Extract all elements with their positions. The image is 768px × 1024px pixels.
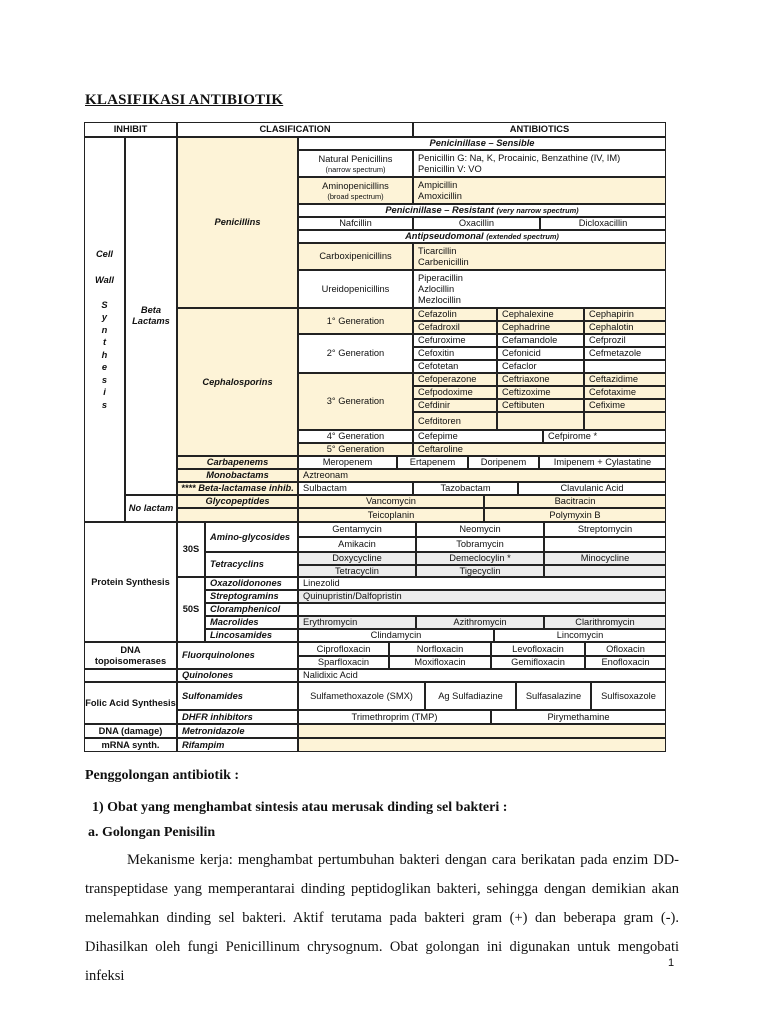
drug-teicoplanin: Teicoplanin	[298, 508, 484, 522]
drug-cefditoren: Cefditoren	[413, 412, 497, 430]
aminopenicillins-drugs	[413, 177, 666, 204]
cell-wall-word-2: Wall	[95, 275, 114, 286]
drug-quinupristin-dalfopristin: Quinupristin/Dalfopristin	[298, 590, 666, 603]
header-antibiotics: ANTIBIOTICS	[413, 122, 666, 137]
quinolones-inhibit-blank	[84, 669, 177, 682]
natural-penicillins-drugs	[413, 150, 666, 177]
drug-cefuroxime: Cefuroxime	[413, 334, 497, 347]
natural-penicillins-cell	[298, 150, 413, 177]
drug-name: Amoxicillin	[418, 190, 462, 201]
drug-nalidixic-acid: Nalidixic Acid	[298, 669, 666, 682]
drug-cefaclor: Cefaclor	[497, 360, 584, 373]
drug-sulfasalazine: Sulfasalazine	[516, 682, 591, 710]
class-rifampim: Rifampim	[177, 738, 298, 752]
drug-tetracyclin: Tetracyclin	[298, 565, 416, 577]
drug-cephadrine: Cephadrine	[497, 321, 584, 334]
empty-cell	[544, 537, 666, 552]
beta-lactams-label: Beta Lactams	[125, 137, 177, 495]
mechanism-paragraph: Mekanisme kerja: menghambat pertumbuhan bakteri dengan cara berikatan pada enzim DD-transpeptidase yang memperantarai dinding peptidoglikan bakteri, sehingga dengan demikian akan melemahkan dinding sel bakteri. Aktif terutama pada bakteri gram (+) dan beberapa gram (-). Dihasilkan oleh fungi Penicillinum chrysognum. Obat golongan ini digunakan untuk mengobati infeksi	[85, 852, 679, 984]
drug-demeclocylin: Demeclocylin *	[416, 552, 544, 565]
drug-cefprozil: Cefprozil	[584, 334, 666, 347]
drug-clavulanic-acid: Clavulanic Acid	[518, 482, 666, 495]
synthesis-letter: h	[101, 349, 108, 360]
drug-ceftibuten: Ceftibuten	[497, 399, 584, 412]
drug-sparfloxacin: Sparfloxacin	[298, 656, 389, 669]
drug-cefixime: Cefixime	[584, 399, 666, 412]
drug-neomycin: Neomycin	[416, 522, 544, 537]
drug-tigecyclin: Tigecyclin	[416, 565, 544, 577]
penicillinase-resistant-header	[298, 204, 666, 217]
class-glycopeptides: Glycopeptides	[177, 495, 298, 508]
drug-cefpirome: Cefpirome *	[543, 430, 666, 443]
carboxipenicillins-drugs	[413, 243, 666, 270]
drug-name: Mezlocillin	[418, 294, 461, 305]
class-oxazolidinones: Oxazolidonones	[205, 577, 298, 590]
drug-doxycycline: Doxycycline	[298, 552, 416, 565]
resistant-title: Penicinillase – Resistant	[385, 205, 494, 215]
natural-penicillins-label: Natural Penicillins	[318, 153, 393, 164]
cell-wall-word-1: Cell	[95, 248, 114, 259]
ceph-gen-1: 1° Generation	[298, 308, 413, 334]
empty-cell	[584, 412, 666, 430]
drug-cephalexine: Cephalexine	[497, 308, 584, 321]
drug-tobramycin: Tobramycin	[416, 537, 544, 552]
empty-cell	[544, 565, 666, 577]
drug-ceftriaxone: Ceftriaxone	[497, 373, 584, 386]
antibiotic-classification-table	[84, 122, 666, 753]
drug-cephapirin: Cephapirin	[584, 308, 666, 321]
drug-aztreonam: Aztreonam	[298, 469, 666, 482]
synthesis-letter: n	[101, 324, 108, 335]
drug-cefdinir: Cefdinir	[413, 399, 497, 412]
class-dhfr-inhibitors: DHFR inhibitors	[177, 710, 298, 724]
drug-nafcillin: Nafcillin	[298, 217, 413, 230]
drug-dicloxacillin: Dicloxacillin	[540, 217, 666, 230]
header-classification: CLASIFICATION	[177, 122, 413, 137]
drug-cefotaxime: Cefotaxime	[584, 386, 666, 399]
drug-levofloxacin: Levofloxacin	[491, 642, 585, 656]
drug-ciprofloxacin: Ciprofloxacin	[298, 642, 389, 656]
aminopenicillins-label: Aminopenicillins	[322, 180, 389, 191]
drug-pyrimethamine: Pirymethamine	[491, 710, 666, 724]
synthesis-letter: S	[101, 299, 108, 310]
mrna-synthesis-label: mRNA synth.	[84, 738, 177, 752]
drug-vancomycin: Vancomycin	[298, 495, 484, 508]
drug-cefotetan: Cefotetan	[413, 360, 497, 373]
no-lactam-label: No lactam	[125, 495, 177, 522]
aminopenicillins-note: (broad spectrum)	[327, 191, 384, 201]
synthesis-letter: s	[101, 399, 108, 410]
dna-topoisomerases-label: DNA topoisomerases	[84, 642, 177, 669]
page-number: 1	[668, 957, 675, 969]
drug-sulbactam: Sulbactam	[298, 482, 413, 495]
empty-cell	[584, 360, 666, 373]
drug-cefadroxil: Cefadroxil	[413, 321, 497, 334]
drug-sulfisoxazole: Sulfisoxazole	[591, 682, 666, 710]
class-penicillins: Penicillins	[177, 137, 298, 308]
dna-damage-label: DNA (damage)	[84, 724, 177, 738]
drug-clarithromycin: Clarithromycin	[544, 616, 666, 629]
drug-linezolid: Linezolid	[298, 577, 666, 590]
drug-doripenem: Doripenem	[468, 456, 539, 469]
ceph-gen-5: 5° Generation	[298, 443, 413, 456]
drug-erythromycin: Erythromycin	[298, 616, 416, 629]
drug-cefoxitin: Cefoxitin	[413, 347, 497, 360]
ureidopenicillins-drugs	[413, 270, 666, 308]
document-title: KLASIFIKASI ANTIBIOTIK	[85, 92, 284, 108]
drug-amikacin: Amikacin	[298, 537, 416, 552]
aminopenicillins-cell	[298, 177, 413, 204]
drug-oxacillin: Oxacillin	[413, 217, 540, 230]
drug-name: Azlocillin	[418, 283, 455, 294]
drug-ofloxacin: Ofloxacin	[585, 642, 666, 656]
drug-name: Penicillin G: Na, K, Procainic, Benzathine (IV, IM)	[418, 152, 621, 163]
drug-cephalotin: Cephalotin	[584, 321, 666, 334]
point-1-heading: 1) Obat yang menghambat sintesis atau merusak dinding sel bakteri :	[92, 800, 508, 815]
synthesis-letter: t	[102, 337, 107, 348]
drug-bacitracin: Bacitracin	[484, 495, 666, 508]
header-inhibit: INHIBIT	[84, 122, 177, 137]
synthesis-letter: i	[103, 387, 106, 398]
section-heading: Penggolongan antibiotik :	[85, 768, 240, 783]
cell-wall-synthesis-label	[84, 137, 125, 522]
class-macrolides: Macrolides	[205, 616, 298, 629]
class-quinolones: Quinolones	[177, 669, 298, 682]
drug-name: Ticarcillin	[418, 245, 457, 256]
drug-ertapenem: Ertapenem	[397, 456, 468, 469]
class-sulfonamides: Sulfonamides	[177, 682, 298, 710]
class-streptogramins: Streptogramins	[205, 590, 298, 603]
drug-minocycline: Minocycline	[544, 552, 666, 565]
class-carbapenems: Carbapenems	[177, 456, 298, 469]
ceph-gen-3: 3° Generation	[298, 373, 413, 430]
ceph-gen-2: 2° Generation	[298, 334, 413, 373]
drug-meropenem: Meropenem	[298, 456, 397, 469]
drug-streptomycin: Streptomycin	[544, 522, 666, 537]
class-lincosamides: Lincosamides	[205, 629, 298, 642]
drug-trimethoprim: Trimethroprim (TMP)	[298, 710, 491, 724]
class-chloramphenicol: Cloramphenicol	[205, 603, 298, 616]
class-cephalosporins: Cephalosporins	[177, 308, 298, 456]
drug-cefoperazone: Cefoperazone	[413, 373, 497, 386]
drug-enofloxacin: Enofloxacin	[585, 656, 666, 669]
drug-cefpodoxime: Cefpodoxime	[413, 386, 497, 399]
synthesis-letter: e	[101, 362, 108, 373]
antipseudomonal-title: Antipseudomonal	[405, 231, 484, 241]
drug-polymyxin-b: Polymyxin B	[484, 508, 666, 522]
antipseudomonal-note: (extended spectrum)	[486, 232, 559, 241]
subsection-a-heading: a. Golongan Penisilin	[88, 825, 216, 840]
drug-cefazolin: Cefazolin	[413, 308, 497, 321]
folic-acid-synthesis-label: Folic Acid Synthesis	[84, 682, 177, 724]
class-monobactams: Monobactams	[177, 469, 298, 482]
drug-ceftizoxime: Ceftizoxime	[497, 386, 584, 399]
synthesis-letter: s	[101, 374, 108, 385]
metronidazole-drugs-blank	[298, 724, 666, 738]
class-tetracyclins: Tetracyclins	[205, 552, 298, 577]
empty-cell	[497, 412, 584, 430]
resistant-note: (very narrow spectrum)	[496, 206, 579, 215]
drug-cefonicid: Cefonicid	[497, 347, 584, 360]
rifampim-drugs-blank	[298, 738, 666, 752]
drug-gentamycin: Gentamycin	[298, 522, 416, 537]
ceph-gen-4: 4° Generation	[298, 430, 413, 443]
class-fluoroquinolones: Fluorquinolones	[177, 642, 298, 669]
antipseudomonal-header	[298, 230, 666, 243]
glycopeptides-blank	[177, 508, 298, 522]
drug-lincomycin: Lincomycin	[494, 629, 666, 642]
drug-name: Ampicillin	[418, 179, 458, 190]
drug-cefmetazole: Cefmetazole	[584, 347, 666, 360]
drug-cefamandole: Cefamandole	[497, 334, 584, 347]
drug-gemifloxacin: Gemifloxacin	[491, 656, 585, 669]
drug-sulfamethoxazole: Sulfamethoxazole (SMX)	[298, 682, 425, 710]
natural-penicillins-note: (narrow spectrum)	[325, 164, 386, 174]
drug-tazobactam: Tazobactam	[413, 482, 518, 495]
drug-clindamycin: Clindamycin	[298, 629, 494, 642]
class-metronidazole: Metronidazole	[177, 724, 298, 738]
drug-moxifloxacin: Moxifloxacin	[389, 656, 491, 669]
class-beta-lactamase-inhibitors: **** Beta-lactamase inhib.	[177, 482, 298, 495]
drug-azithromycin: Azithromycin	[416, 616, 544, 629]
ureidopenicillins-label: Ureidopenicillins	[298, 270, 413, 308]
drug-ag-sulfadiazine: Ag Sulfadiazine	[425, 682, 516, 710]
ribosome-50s-label: 50S	[177, 577, 205, 642]
drug-ceftazidime: Ceftazidime	[584, 373, 666, 386]
protein-synthesis-label: Protein Synthesis	[84, 522, 177, 642]
drug-name: Carbenicillin	[418, 256, 469, 267]
drug-name: Piperacillin	[418, 272, 463, 283]
drug-imipenem: Imipenem + Cylastatine	[539, 456, 666, 469]
drug-name: Penicillin V: VO	[418, 163, 482, 174]
chloramphenicol-drugs-blank	[298, 603, 666, 616]
penicillinase-sensible-header: Penicinillase – Sensible	[298, 137, 666, 150]
drug-cefepime: Cefepime	[413, 430, 543, 443]
carboxipenicillins-label: Carboxipenicillins	[298, 243, 413, 270]
ribosome-30s-label: 30S	[177, 522, 205, 577]
drug-norfloxacin: Norfloxacin	[389, 642, 491, 656]
drug-ceftaroline: Ceftaroline	[413, 443, 666, 456]
class-aminoglycosides: Amino-glycosides	[205, 522, 298, 552]
synthesis-letter: y	[101, 312, 108, 323]
